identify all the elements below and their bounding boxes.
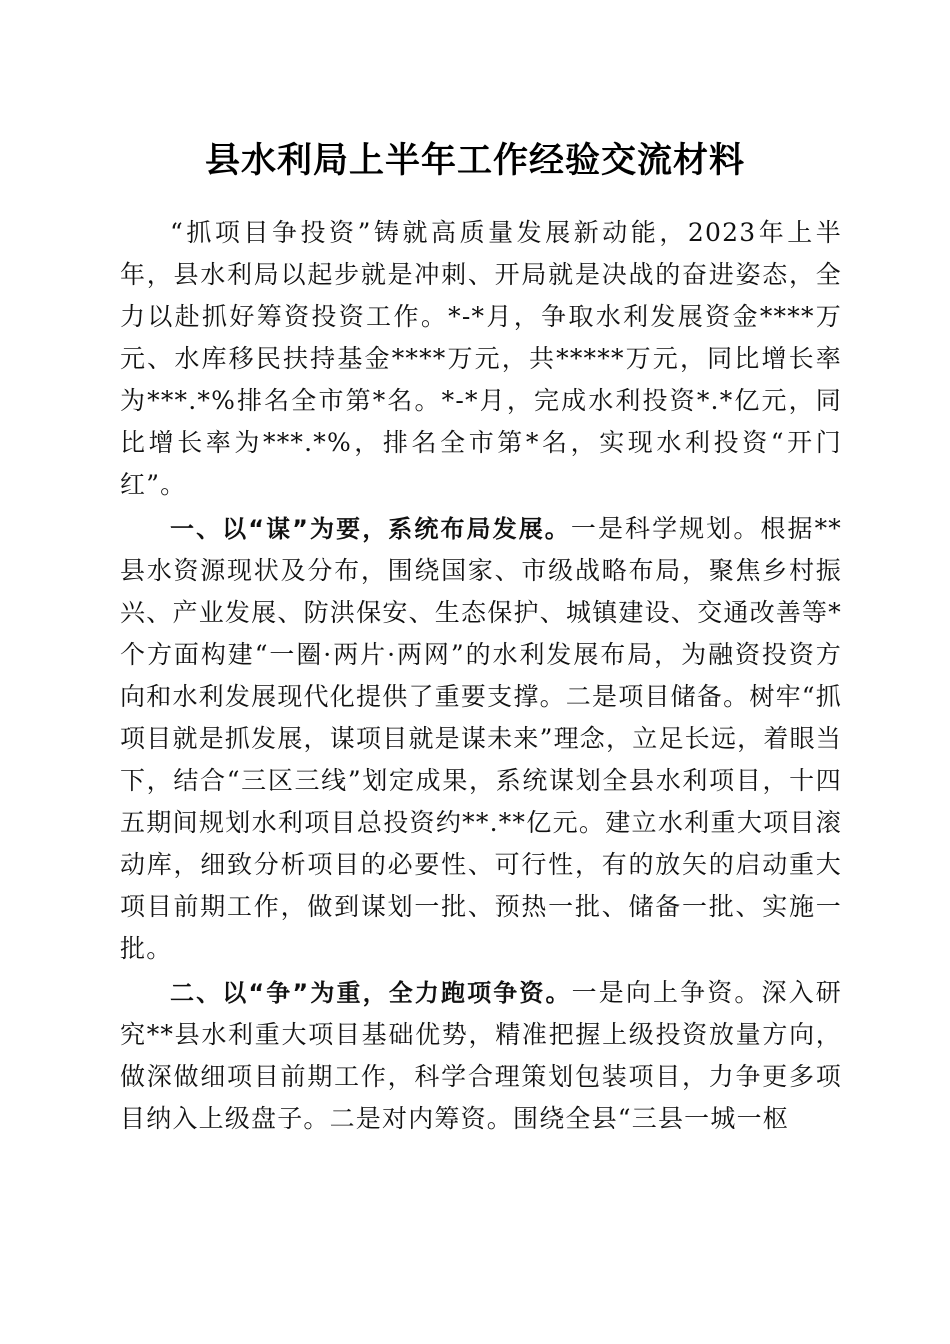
paragraph-text: 一是向上争资。深入研究**县水利重大项目基础优势，精准把握上级投资放量方向，做深做细项目前期工作，科学合理策划包装项目，力争更多项目纳入上级盘子。二是对内筹资。围绕全县“三县一城一枢 [120,978,842,1133]
paragraph-text: 一是科学规划。根据**县水资源现状及分布，围绕国家、市级战略布局，聚焦乡村振兴、产业发展、防洪保安、生态保护、城镇建设、交通改善等*个方面构建“一圈·两片·两网”的水利发展布局，为融资投资方向和水利发展现代化提供了重要支撑。二是项目储备。树牢“抓项目就是抓发展，谋项目就是谋未来”理念，立足长远，着眼当下，结合“三区三线”划定成果，系统谋划全县水利项目，十四五期间规划水利项目总投资约**.**亿元。建立水利重大项目滚动库，细致分析项目的必要性、可行性，有的放矢的启动重大项目前期工作，做到谋划一批、预热一批、储备一批、实施一批。 [120,514,842,963]
paragraph-section-one [120,508,842,970]
paragraph-intro [120,212,842,506]
document-title: 县水利局上半年工作经验交流材料 [204,140,745,181]
paragraph-section-two [120,972,842,1140]
document-body [120,212,842,1140]
section-heading-one: 一、以“谋”为要，系统布局发展。 [170,515,571,543]
paragraph-text: “抓项目争投资”铸就高质量发展新动能，2023年上半年，县水利局以起步就是冲刺、开局就是决战的奋进姿态，全力以赴抓好筹资投资工作。*-*月，争取水利发展资金****万元、水库移民扶持基金****万元，共*****万元，同比增长率为***.*%排名全市第*名。*-*月，完成水利投资*.*亿元，同比增长率为***.*%，排名全市第*名，实现水利投资“开门红”。 [120,218,842,499]
section-heading-two: 二、以“争”为重，全力跑项争资。 [170,979,572,1007]
